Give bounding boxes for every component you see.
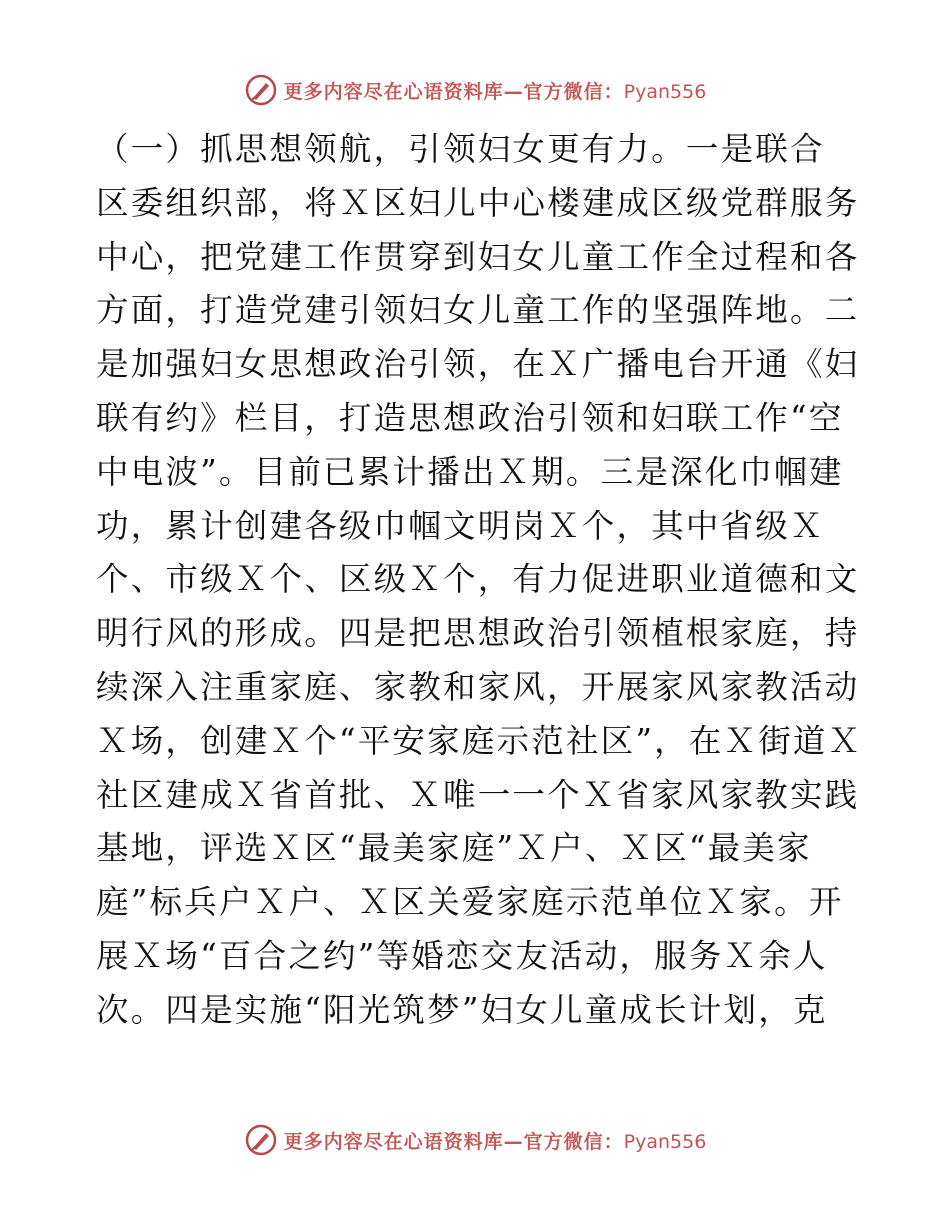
paragraph-line: 基地，评选Ｘ区“最美家庭”Ｘ户、Ｘ区“最美家	[96, 829, 812, 868]
watermark-wechat-id: Pyan556	[623, 80, 707, 103]
paragraph-line: 方面，打造党建引领妇女儿童工作的坚强阵地。二	[96, 291, 860, 330]
document-body	[96, 123, 876, 1038]
paragraph-line: 续深入注重家庭、家教和家风，开展家风家教活动	[96, 667, 860, 706]
paragraph-line: 社区建成Ｘ省首批、Ｘ唯一一个Ｘ省家风家教实践	[96, 775, 860, 814]
quill-logo-icon	[244, 73, 278, 107]
paragraph-line: Ｘ场，创建Ｘ个“平安家庭示范社区”，在Ｘ街道Ｘ	[96, 721, 863, 760]
paragraph-line: 区委组织部，将Ｘ区妇儿中心楼建成区级党群服务	[96, 183, 860, 222]
header-watermark	[0, 70, 950, 110]
watermark-label: 更多内容尽在心语资料库—官方微信：	[283, 1130, 624, 1153]
footer-watermark	[0, 1120, 950, 1160]
watermark-wechat-id: Pyan556	[623, 1130, 707, 1153]
quill-logo-icon	[244, 1123, 278, 1157]
paragraph-line: 展Ｘ场“百合之约”等婚恋交友活动，服务Ｘ余人	[96, 936, 828, 975]
watermark-text	[284, 77, 707, 104]
paragraph-line: 中心，把党建工作贯穿到妇女儿童工作全过程和各	[96, 237, 860, 276]
paragraph-line: 庭”标兵户Ｘ户、Ｘ区关爱家庭示范单位Ｘ家。开	[96, 883, 844, 922]
watermark-label: 更多内容尽在心语资料库—官方微信：	[283, 80, 624, 103]
paragraph-line: 次。四是实施“阳光筑梦”妇女儿童成长计划，克	[96, 990, 828, 1029]
paragraph-line: （一）抓思想领航，引领妇女更有力。一是联合	[96, 130, 825, 168]
paragraph-line: 功，累计创建各级巾帼文明岗Ｘ个，其中省级Ｘ	[96, 506, 825, 545]
paragraph-line: 联有约》栏目，打造思想政治引领和妇联工作“空	[96, 398, 844, 437]
watermark-text	[284, 1127, 707, 1154]
paragraph-line: 中电波”。目前已累计播出Ｘ期。三是深化巾帼建	[96, 452, 844, 491]
paragraph-line: 个、市级Ｘ个、区级Ｘ个，有力促进职业道德和文	[96, 560, 860, 599]
paragraph-line: 是加强妇女思想政治引领，在Ｘ广播电台开通《妇	[96, 345, 860, 384]
paragraph-line: 明行风的形成。四是把思想政治引领植根家庭，持	[96, 614, 860, 653]
